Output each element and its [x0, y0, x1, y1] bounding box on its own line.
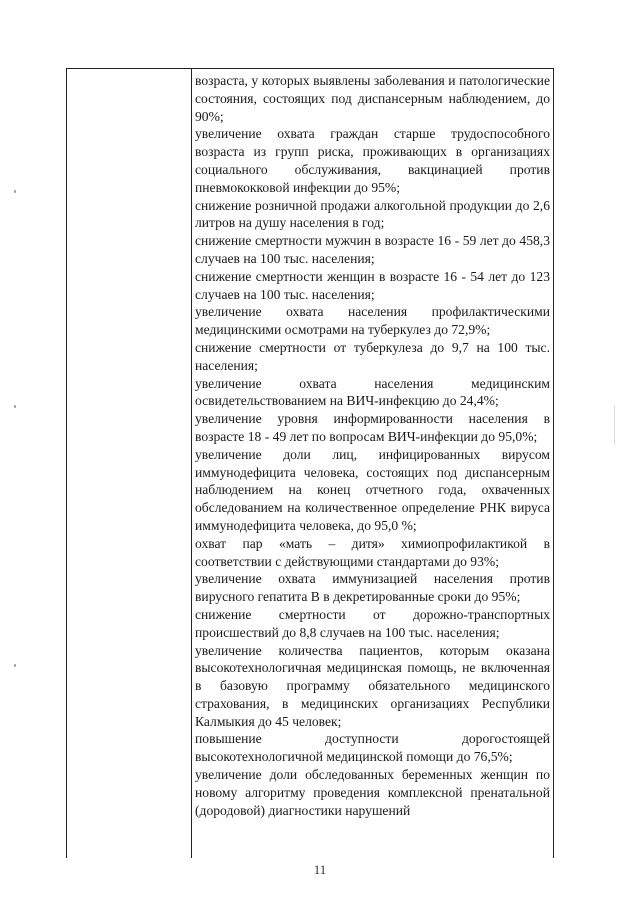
- page-number: 11: [313, 862, 327, 877]
- paragraph: возраста, у которых выявлены заболевания и патологические состояния, состоящих под диспансерным наблюдением, до 90%;: [195, 73, 550, 124]
- scan-artifact: [14, 664, 16, 667]
- table-column-divider: [191, 69, 192, 858]
- paragraph: снижение розничной продажи алкогольной продукции до 2,6 литров на душу населения в год;: [195, 197, 550, 231]
- paragraph: увеличение охвата иммунизацией населения против вирусного гепатита В в декретированные сроки до 95%;: [195, 571, 550, 605]
- paragraph: увеличение охвата населения профилактическими медицинскими осмотрами на туберкулез до 72,9%;: [195, 304, 550, 338]
- paragraph: снижение смертности женщин в возрасте 16 - 54 лет до 123 случаев на 100 тыс. населения;: [195, 268, 550, 302]
- document-table: [66, 68, 554, 858]
- paragraph: увеличение уровня информированности населения в возрасте 18 - 49 лет по вопросам ВИЧ-инфекции до 95,0%;: [195, 411, 550, 444]
- scan-artifact: [614, 405, 615, 445]
- table-cell-content: [195, 72, 550, 819]
- paragraph: увеличение количества пациентов, которым оказана высокотехнологичная медицинская помощь, не включенная в базовую программу обязательного медицинского страхования, в медицинских организациях Республики Калмыкия до 45 человек;: [195, 642, 550, 729]
- paragraph: увеличение охвата населения медицинским освидетельствованием на ВИЧ-инфекцию до 24,4%;: [195, 375, 550, 409]
- paragraph: охват пар «мать – дитя» химиопрофилактикой в соответствии с действующими стандартами до 93%;: [195, 535, 550, 569]
- scan-artifact: [14, 405, 16, 408]
- paragraph: увеличение доли лиц, инфицированных вирусом иммунодефицита человека, состоящих под диспансерным наблюдением на конец отчетного года, охваченных обследованием на количественное определение РНК вируса иммунодефицита человека, до 95,0 %;: [195, 446, 550, 533]
- paragraph: снижение смертности от туберкулеза до 9,7 на 100 тыс. населения;: [195, 339, 550, 373]
- scan-artifact: [14, 190, 16, 193]
- paragraph: снижение смертности мужчин в возрасте 16 - 59 лет до 458,3 случаев на 100 тыс. населения;: [195, 233, 550, 266]
- paragraph: повышение доступности дорогостоящей высокотехнологичной медицинской помощи до 76,5%;: [195, 731, 550, 765]
- paragraph: увеличение доли обследованных беременных женщин по новому алгоритму проведения комплексной пренатальной (дородовой) диагностики нарушений: [195, 767, 550, 818]
- paragraph: увеличение охвата граждан старше трудоспособного возраста из групп риска, проживающих в организациях социального обслуживания, вакцинацией против пневмококковой инфекции до 95%;: [195, 126, 550, 195]
- paragraph: снижение смертности от дорожно-транспортных происшествий до 8,8 случаев на 100 тыс. населения;: [195, 606, 550, 640]
